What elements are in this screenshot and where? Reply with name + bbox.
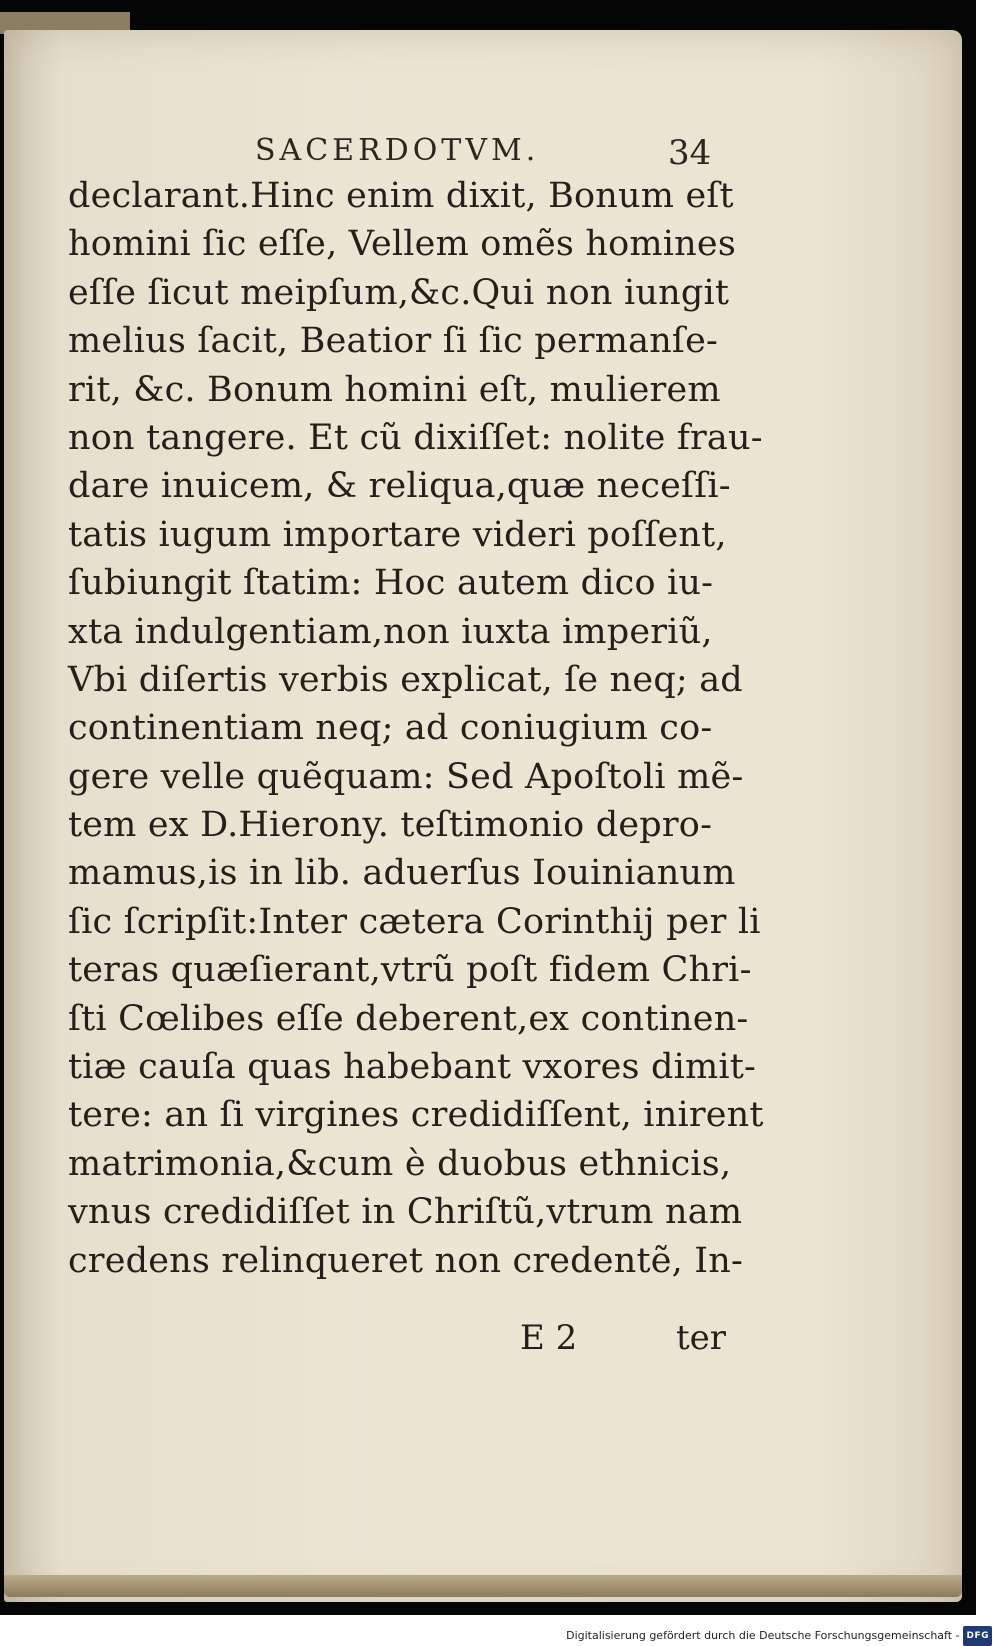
text-line: ſic ſcripſit:Inter cætera Corinthij per li	[68, 901, 761, 942]
text-line: matrimonia,&cum è duobus ethnicis,	[68, 1143, 732, 1184]
text-line: Vbi diſertis verbis explicat, ſe neq; ad	[68, 659, 743, 700]
text-line: continentiam neq; ad coniugium co-	[68, 708, 713, 749]
text-line: eſſe ſicut meipſum,&c.Qui non iungit	[68, 272, 730, 313]
page-bottom-edge	[4, 1575, 962, 1597]
text-line: mamus,is in lib. aduerſus Iouinianum	[68, 853, 736, 894]
text-line: vnus credidiſſet in Chriſtũ,vtrum nam	[68, 1192, 743, 1233]
text-line: non tangere. Et cũ dixiſſet: nolite frau-	[68, 417, 763, 458]
text-line: declarant.Hinc enim dixit, Bonum eſt	[68, 176, 734, 216]
text-line: tem ex D.Hierony. teſtimonio depro-	[68, 805, 713, 846]
digitization-credit	[566, 1627, 992, 1645]
text-line: rit, &c. Bonum homini eſt, mulierem	[68, 369, 721, 410]
catchword: ter	[676, 1318, 727, 1358]
text-line: xta indulgentiam,non iuxta imperiũ,	[68, 611, 713, 652]
text-block	[68, 172, 764, 1285]
signature-mark: E 2	[520, 1318, 578, 1358]
text-line: credens relinqueret non credentẽ, In-	[68, 1240, 744, 1281]
text-line: tatis iugum importare videri poſſent,	[68, 514, 727, 555]
text-line: homini ſic eſſe, Vellem omẽs homines	[68, 224, 736, 265]
text-line: tiæ cauſa quas habebant vxores dimit-	[68, 1047, 757, 1088]
text-line: melius ſacit, Beatior ſi ſic permanſe-	[68, 321, 719, 362]
credit-text: Digitalisierung gefördert durch die Deutsche Forschungsgemeinschaft -	[566, 1629, 960, 1642]
text-line: teras quæſierant,vtrũ poſt fidem Chri-	[68, 950, 752, 991]
text-line: ſubiungit ſtatim: Hoc autem dico iu-	[68, 563, 714, 604]
text-line: dare inuicem, & reliqua,quæ neceſſi-	[68, 466, 731, 507]
dfg-logo: DFG	[963, 1626, 992, 1646]
running-head: SACERDOTVM.	[255, 133, 540, 168]
text-line: ſti Cœlibes eſſe deberent,ex continen-	[68, 998, 749, 1039]
text-line: gere velle quẽquam: Sed Apoſtoli mẽ-	[68, 756, 744, 797]
text-line: tere: an ſi virgines credidiſſent, inirent	[68, 1095, 764, 1136]
page-number: 34	[668, 133, 712, 173]
